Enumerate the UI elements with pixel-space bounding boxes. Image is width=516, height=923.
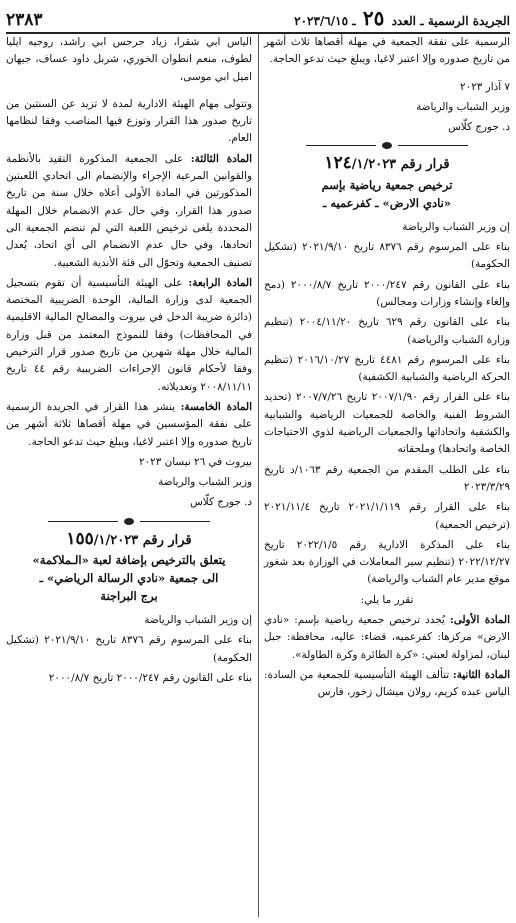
paragraph: الرسمية على نفقة الجمعية في مهلة أقصاها ثلاث أشهر من تاريخ صدوره وإلا اعتبر لاغيا، ويبلغ حيث تدعو الحاجة.: [264, 36, 510, 66]
recital: بناء على المذكرة الادارية رقم ٢٠٢٢/١/٥ تاريخ ٢٠٢٢/١٢/٢٧ (تنظيم سير المعاملات في الوزارة بعد شغور موقع مدير عام الشباب والرياضة): [264, 538, 510, 586]
recital: بناء على المرسوم رقم ٨٣٧٦ تاريخ ٢٠٢١/٩/١٠ (تشكيل الحكومة): [6, 634, 253, 664]
decision-heading: قرار رقم ١٢٤/١/٢٠٢٣: [324, 153, 450, 174]
signature-name: د. جورج كلّاس: [190, 496, 252, 509]
decision-intro: إن وزير الشباب والرياضة: [144, 614, 252, 627]
recital: بناء على القرار رقم ٢٠٠٧/١/٩٠ تاريخ ٢٠٠٧/٧/٢٦ (تحديد الشروط الفنية والخاصة للجمعيات الرياضية والشبابية والكشفية واتحاداتها والجمعيات الرياضية لذوي الاحتياجات الخاصة واتحادها) وملحقاته: [264, 391, 510, 456]
decision-heading: قرار رقم ١٥٥/١/٢٠٢٣: [66, 528, 192, 549]
article-2: المادة الثانية: تتألف الهيئة التأسيسية للجمعية من السادة: الياس عبده كريم، رولان ميشال زخور، فارس: [264, 668, 511, 699]
recital: بناء على الطلب المقدم من الجمعية رقم ١٠٦٣/د تاريخ ٢٠٢٣/٣/٢٩: [264, 463, 510, 493]
article-4: المادة الرابعة: على الهيئة التأسيسية أن تقوم بتسجيل الجمعية لدى وزارة المالية، الوحدة الضريبية المختصة (دائرة ضريبة الدخل في بيروت والمصالح المالية الاقليمية في المحافظات) وفقا للنموذج المعتمد من قبل وزارة المالية خلال مهلة شهرين من تاريخ صدور قرار الترخيص وفقا لأحكام قانون الإجراءات الضريبية رقم ٤٤ تاريخ ٢٠٠٨/١١/١١ وتعديلاته.: [6, 276, 252, 393]
header-publication: الجريدة الرسمية ـ العدد: [391, 14, 510, 28]
recital: بناء على القانون رقم ٢٠٠٠/٢٤٧ تاريخ ٢٠٠٠/٨/٧ (دمج وإلغاء وإنشاء وزارات ومجالس): [264, 278, 510, 308]
page-header: [6, 4, 510, 34]
separator: [264, 142, 510, 149]
header-title: [294, 6, 510, 30]
recital: بناء على القانون رقم ٢٠٠٠/٢٤٧ تاريخ ٢٠٠٠/٨/٧: [48, 671, 252, 684]
header-date: ـ ٢٠٢٣/٦/١٥: [294, 14, 356, 28]
page-number: ٢٣٨٣: [6, 10, 43, 30]
article-1: المادة الأولى: يُجدد ترخيص جمعية رياضية بإسم: «نادي الارض» مركزها: كفرعميه، قضاء: عاليه، محافظة: جبل لبنان، لمزاولة لعبتي: «كرة الطائرة وكرة الطاولة».: [264, 614, 510, 661]
recital: بناء على المرسوم رقم ٨٣٧٦ تاريخ ٢٠٢١/٩/١٠ (تشكيل الحكومة): [264, 241, 511, 271]
decision-date: ٧ آذار ٢٠٢٣: [460, 80, 510, 93]
paragraph: وتتولى مهام الهيئة الادارية لمدة لا تزيد عن السنتين من تاريخ صدور هذا القرار وتوزع فيها المناصب وفقا لنظامها العام.: [6, 97, 252, 145]
column-divider: [258, 34, 259, 917]
recital: بناء على المرسوم رقم ٤٤٨١ تاريخ ٢٠١٦/١٠/٢٧ (تنظيم الحركة الرياضية والشبابية الكشفية): [264, 353, 510, 384]
minister-title: وزير الشباب والرياضة: [416, 100, 510, 113]
recital: بناء على القرار رقم ٢٠٢١/١/١١٩ تاريخ ٢٠٢١/١١/٤ (ترخيص الجمعية): [264, 501, 510, 531]
place-date: بيروت في ٢٦ نيسان ٢٠٢٣: [139, 455, 252, 468]
decision-intro: إن وزير الشباب والرياضة: [402, 220, 510, 233]
decision-number: ١٢٤: [324, 153, 352, 174]
header-issue-number: ٢٥: [362, 6, 385, 30]
paragraph: الياس ابي شقرا، زياد جرجس ابي راشد، روجيه ايليا لطوف، منعم انطوان الخوري، شربل داود عساف، جيهان اميل ابي موسى،: [6, 36, 252, 83]
decides-line: تقرر ما يلي:: [360, 593, 414, 606]
article-3: المادة الثالثة: على الجمعية المذكورة التقيد بالأنظمة والقوانين المرعية الإجراء والإنضمام الى اتحادي اللعبتين المذكورتين في المادة الأولى أعلاه خلال سنة من تاريخ صدور هذا القرار، وفي حال عدم الانضمام خلال المهلة المحددة يلغى ترخيص اللعبة التي لم تنضم الجمعية الى اتحادها، وفي حال عدم الانضمام الى أي اتحاد، يُعدل تصنيف الجمعية وتحوّل الى فئة الأندية الشعبية.: [6, 152, 252, 269]
recital: بناء على القانون رقم ٦٢٩ تاريخ ٢٠٠٤/١١/٢٠ (تنظيم وزارة الشباب والرياضة): [264, 316, 510, 346]
separator: [6, 518, 252, 525]
article-5: المادة الخامسة: ينشر هذا القرار في الجريدة الرسمية على نفقة المؤسسين في مهلة أقصاها ثلاثة أشهر من تاريخ صدوره وإلا اعتبر لاغيا، ويبلغ حيث تدعو الحاجة.: [6, 400, 252, 448]
decision-number: ١٥٥: [66, 528, 94, 549]
decision-subject: يتعلق بالترخيص بإضافة لعبة «الـملاكمة» الى جمعية «نادي الرسالة الرياضي» ـ برج البراجنة: [32, 553, 226, 604]
right-column: [264, 34, 510, 705]
signature-name: د. جورج كلّاس: [448, 121, 510, 134]
left-column: [6, 34, 252, 690]
minister-title: وزير الشباب والرياضة: [158, 476, 252, 489]
decision-subject: ترخيص جمعية رياضية بإسم «نادي الارض» ـ كفرعميه ـ: [321, 177, 453, 210]
